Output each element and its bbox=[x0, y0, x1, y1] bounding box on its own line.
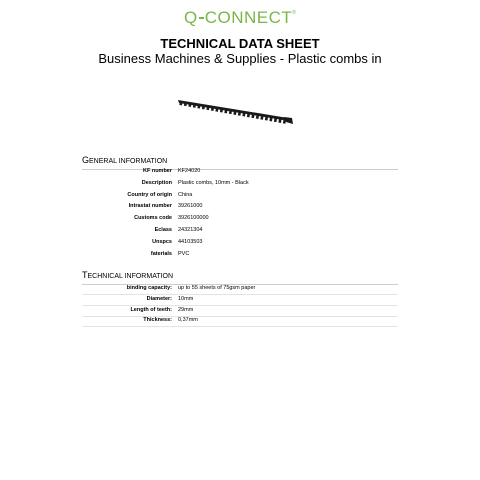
logo-q: Q bbox=[184, 8, 198, 27]
row-value: 39261000 bbox=[178, 203, 203, 210]
general-info-row bbox=[82, 213, 398, 224]
plastic-comb-icon bbox=[176, 98, 294, 128]
row-label: Intrastat number bbox=[128, 203, 172, 210]
brand-logo bbox=[0, 8, 480, 32]
technical-info-row bbox=[82, 315, 398, 327]
row-label: Description bbox=[141, 179, 172, 186]
row-value: Plastic combs, 10mm - Black bbox=[178, 179, 249, 186]
technical-info-heading bbox=[82, 265, 398, 285]
row-label: KF number bbox=[142, 168, 172, 174]
general-info-row bbox=[82, 166, 398, 177]
logo-dash bbox=[199, 17, 204, 19]
row-label: Eclass bbox=[154, 227, 172, 233]
row-value: PVC bbox=[178, 250, 190, 257]
logo-registered-mark: ® bbox=[292, 10, 296, 16]
page-title: TECHNICAL DATA SHEET bbox=[160, 36, 320, 51]
row-value: 29mm bbox=[178, 306, 194, 313]
technical-heading-rest: ECHNICAL INFORMATION bbox=[87, 273, 174, 280]
row-value: China bbox=[178, 191, 193, 198]
general-heading-rest: ENERAL INFORMATION bbox=[89, 158, 168, 165]
row-label: faterials bbox=[150, 250, 172, 257]
general-heading-initial: G bbox=[82, 155, 90, 165]
row-value: KF24020 bbox=[178, 168, 201, 174]
row-value: 44103503 bbox=[178, 238, 203, 245]
technical-heading-initial: T bbox=[82, 270, 88, 280]
general-info-row bbox=[82, 201, 398, 212]
logo-connect: CONNECT bbox=[204, 8, 293, 27]
row-value: 10mm bbox=[178, 295, 194, 302]
general-info-row bbox=[82, 178, 398, 189]
general-info-row bbox=[82, 237, 398, 248]
row-value: up to 55 sheets of 75gsm paper bbox=[178, 285, 256, 291]
row-label: Diameter: bbox=[146, 295, 172, 302]
general-info-row bbox=[82, 249, 398, 260]
row-value: 3926100000 bbox=[178, 215, 209, 222]
row-value: 0,37mm bbox=[178, 317, 198, 324]
general-info-row bbox=[82, 190, 398, 201]
row-label: Thickness: bbox=[143, 317, 172, 324]
row-label: Length of teeth: bbox=[130, 306, 172, 313]
row-label: Unspcs bbox=[152, 238, 172, 245]
row-label: Customs code bbox=[134, 215, 172, 222]
row-value: 24321304 bbox=[178, 227, 203, 233]
row-label: Country of origin bbox=[127, 191, 172, 198]
row-label: binding capacity: bbox=[126, 285, 172, 291]
page-subtitle: Business Machines & Supplies - Plastic combs in bbox=[98, 51, 382, 66]
general-info-row bbox=[82, 225, 398, 236]
